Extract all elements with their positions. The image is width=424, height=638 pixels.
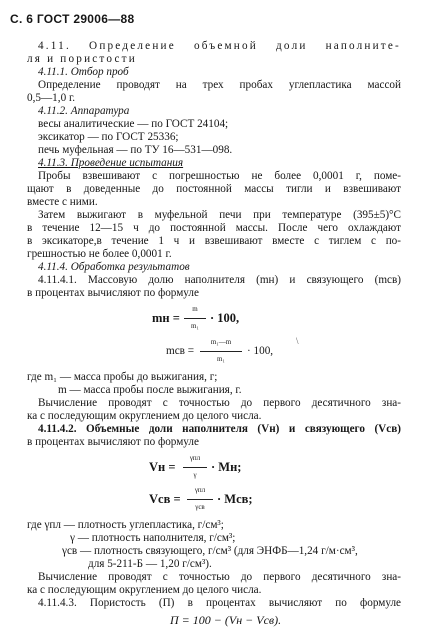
formula-msv-denominator: m₁ (217, 355, 225, 363)
paragraph-line: в течение 12—15 ч до постоянной массы. После чего охлаждают (27, 222, 401, 234)
section-heading-4-11-cont: ля и пористости (27, 53, 137, 65)
definition-line: для 5-211-Б — 1,20 г/см³). (88, 558, 212, 570)
equipment-item: эксикатор — по ГОСТ 25336; (38, 131, 179, 143)
paragraph-line: в процентах вычисляют по формуле (27, 287, 199, 299)
formula-vsv-denominator: γсв (195, 503, 205, 511)
subheading-4-11-2: 4.11.2. Аппаратура (38, 105, 130, 117)
paragraph-line: Определение проводят на трех пробах углепластика массой (38, 79, 401, 91)
paragraph-line: ка с последующим округлением до целого числа. (27, 410, 262, 422)
formula-msv-numerator: m₁—m (210, 338, 232, 346)
paragraph-line: Пробы взвешивают с погрешностью не более 0,0001 г, поме- (38, 170, 401, 182)
subheading-4-11-4: 4.11.4. Обработка результатов (38, 261, 190, 273)
paragraph-line: ка с последующим округлением до целого числа. (27, 584, 262, 596)
scan-mark: \ (296, 336, 299, 346)
equipment-item: печь муфельная — по ТУ 16—531—098. (38, 144, 233, 156)
paragraph-line: вместе с ними. (27, 196, 98, 208)
formula-vn-rest: · Mн; (211, 460, 242, 474)
paragraph-line: 4.11.4.1. Массовую долю наполнителя (mн) и связующего (mсв) (38, 274, 401, 286)
fraction-bar (187, 499, 213, 500)
formula-mn-numerator: m (192, 305, 198, 313)
paragraph-line: Вычисление проводят с точностью до первого десятичного зна- (38, 571, 401, 583)
formula-vn-denominator: γ (193, 471, 197, 479)
definition-line: γ — плотность наполнителя, г/см³; (70, 532, 236, 544)
formula-mn-rest: · 100, (210, 311, 240, 325)
section-heading-4-11: 4.11. Определение объемной доли наполните- (38, 40, 401, 52)
paragraph-line: 4.11.4.3. Пористость (П) в процентах вычисляют по формуле (38, 597, 401, 609)
definition-line: γсв — плотность связующего, г/см³ (для ЭНФБ—1,24 г/м·см³, (62, 545, 358, 557)
formula-porosity: П = 100 − (Vн − Vсв). (170, 613, 282, 627)
fraction-bar (200, 351, 242, 352)
formula-vn-numerator: γпл (189, 454, 201, 462)
definition-line: m — масса пробы после выжигания, г. (58, 384, 242, 396)
subheading-4-11-3: 4.11.3. Проведение испытания (38, 157, 184, 169)
paragraph-line: щают в доведенные до постоянной массы тигли и взвешивают (27, 183, 401, 195)
fraction-bar (183, 467, 207, 468)
formula-msv-lhs: mсв = (166, 345, 195, 357)
paragraph-line: Вычисление проводят с точностью до первого десятичного зна- (38, 397, 401, 409)
formula-mn-lhs: mн = (152, 311, 180, 325)
formula-mn-denominator: m₁ (191, 322, 199, 330)
equipment-item: весы аналитические — по ГОСТ 24104; (38, 118, 229, 130)
definition-line: где γпл — плотность углепластика, г/см³; (27, 519, 224, 531)
paragraph-line: 0,5—1,0 г. (27, 92, 76, 104)
subheading-4-11-1: 4.11.1. Отбор проб (38, 66, 129, 78)
paragraph-line: в процентах вычисляют по формуле (27, 436, 199, 448)
formula-vsv-numerator: γпл (194, 486, 206, 494)
definition-line: где m₁ — масса пробы до выжигания, г; (27, 371, 218, 383)
paragraph-line: грешностью не более 0,0001 г. (27, 248, 172, 260)
formula-vsv-lhs: Vсв = (149, 492, 181, 506)
formula-vsv-rest: · Mсв; (217, 492, 253, 506)
formula-vn-lhs: Vн = (149, 460, 176, 474)
paragraph-line: 4.11.4.2. Объемные доли наполнителя (Vн) и связующего (Vсв) (38, 423, 401, 435)
fraction-bar (184, 318, 206, 319)
page-header: С. 6 ГОСТ 29006—88 (10, 12, 135, 26)
paragraph-line: в эксикаторе,в течение 1 ч и взвешивают вместе с тиглем с по- (27, 235, 401, 247)
paragraph-line: Затем выжигают в муфельной печи при температуре (395±5)°С (38, 209, 401, 221)
formula-msv-rest: · 100, (247, 345, 274, 357)
